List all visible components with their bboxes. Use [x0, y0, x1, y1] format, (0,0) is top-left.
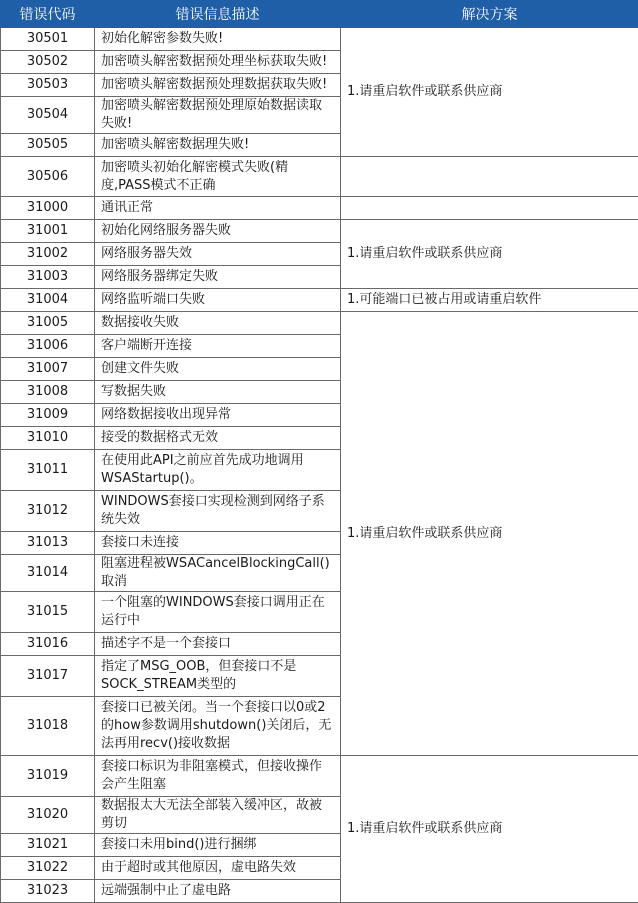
error-code: 30504: [1, 97, 95, 134]
header-desc: 错误信息描述: [95, 1, 341, 28]
error-desc: 套接口标识为非阻塞模式，但接收操作会产生阻塞: [95, 756, 341, 797]
error-code: 31015: [1, 592, 95, 633]
error-desc: 网络监听端口失败: [95, 289, 341, 312]
error-code: 31003: [1, 266, 95, 289]
error-desc: 由于超时或其他原因，虚电路失效: [95, 857, 341, 880]
error-code: 30506: [1, 157, 95, 197]
error-code: 31021: [1, 834, 95, 857]
error-code: 31023: [1, 880, 95, 903]
solution-cell-empty: [341, 197, 638, 220]
error-code: 31013: [1, 532, 95, 555]
error-desc: 加密喷头解密数据预处理数据获取失败!: [95, 74, 341, 97]
error-desc: 指定了MSG_OOB，但套接口不是SOCK_STREAM类型的: [95, 656, 341, 697]
error-code: 31009: [1, 404, 95, 427]
solution-cell: 1.请重启软件或联系供应商: [341, 312, 638, 756]
header-row: [1, 1, 638, 28]
error-desc: 创建文件失败: [95, 358, 341, 381]
error-code: 31008: [1, 381, 95, 404]
table-row: [1, 28, 638, 51]
error-code: 31007: [1, 358, 95, 381]
error-desc: 客户端断开连接: [95, 335, 341, 358]
error-desc: 网络服务器失效: [95, 243, 341, 266]
error-code: 30503: [1, 74, 95, 97]
error-code: 31020: [1, 797, 95, 834]
error-desc: 描述字不是一个套接口: [95, 633, 341, 656]
error-code: 31012: [1, 491, 95, 532]
table-row: [1, 157, 638, 197]
error-desc: 通讯正常: [95, 197, 341, 220]
error-code: 31001: [1, 220, 95, 243]
error-desc: 加密喷头解密数据预处理坐标获取失败!: [95, 51, 341, 74]
error-code: 30505: [1, 134, 95, 157]
error-code: 31010: [1, 427, 95, 450]
error-code: 31006: [1, 335, 95, 358]
error-desc: 数据报太大无法全部装入缓冲区，故被剪切: [95, 797, 341, 834]
table-row: [1, 220, 638, 243]
error-code: 31004: [1, 289, 95, 312]
error-code: 31014: [1, 555, 95, 592]
solution-cell: 1.可能端口已被占用或请重启软件: [341, 289, 638, 312]
error-code: 30502: [1, 51, 95, 74]
solution-cell: 1.请重启软件或联系供应商: [341, 28, 638, 157]
error-code: 30501: [1, 28, 95, 51]
error-desc: 套接口已被关闭。当一个套接口以0或2的how参数调用shutdown()关闭后，无法再用recv()接收数据: [95, 697, 341, 756]
error-desc: 初始化解密参数失败!: [95, 28, 341, 51]
error-desc: 加密喷头解密数据理失败!: [95, 134, 341, 157]
error-desc: 一个阻塞的WINDOWS套接口调用正在运行中: [95, 592, 341, 633]
error-desc: 阻塞进程被WSACancelBlockingCall()取消: [95, 555, 341, 592]
table-row: [1, 312, 638, 335]
solution-cell-empty: [341, 157, 638, 197]
error-desc: 写数据失败: [95, 381, 341, 404]
error-desc: 套接口未用bind()进行捆绑: [95, 834, 341, 857]
error-code: 31022: [1, 857, 95, 880]
table-row: [1, 289, 638, 312]
error-desc: 数据接收失败: [95, 312, 341, 335]
error-desc: 网络服务器绑定失败: [95, 266, 341, 289]
solution-cell: 1.请重启软件或联系供应商: [341, 756, 638, 903]
error-desc: 加密喷头解密数据预处理原始数据读取失败!: [95, 97, 341, 134]
error-desc: WINDOWS套接口实现检测到网络子系统失效: [95, 491, 341, 532]
table-row: [1, 756, 638, 797]
error-desc: 初始化网络服务器失败: [95, 220, 341, 243]
error-desc: 在使用此API之前应首先成功地调用WSAStartup()。: [95, 450, 341, 491]
header-solution: 解决方案: [341, 1, 638, 28]
error-code: 31017: [1, 656, 95, 697]
table-row: [1, 197, 638, 220]
error-desc: 网络数据接收出现异常: [95, 404, 341, 427]
solution-cell: 1.请重启软件或联系供应商: [341, 220, 638, 289]
error-code: 31005: [1, 312, 95, 335]
error-code: 31018: [1, 697, 95, 756]
error-desc: 加密喷头初始化解密模式失败(精度,PASS模式不正确: [95, 157, 341, 197]
error-code: 31011: [1, 450, 95, 491]
error-code: 31002: [1, 243, 95, 266]
error-desc: 远端强制中止了虚电路: [95, 880, 341, 903]
error-code: 31019: [1, 756, 95, 797]
error-desc: 套接口未连接: [95, 532, 341, 555]
error-code: 31000: [1, 197, 95, 220]
header-code: 错误代码: [1, 1, 95, 28]
error-desc: 接受的数据格式无效: [95, 427, 341, 450]
error-code: 31016: [1, 633, 95, 656]
